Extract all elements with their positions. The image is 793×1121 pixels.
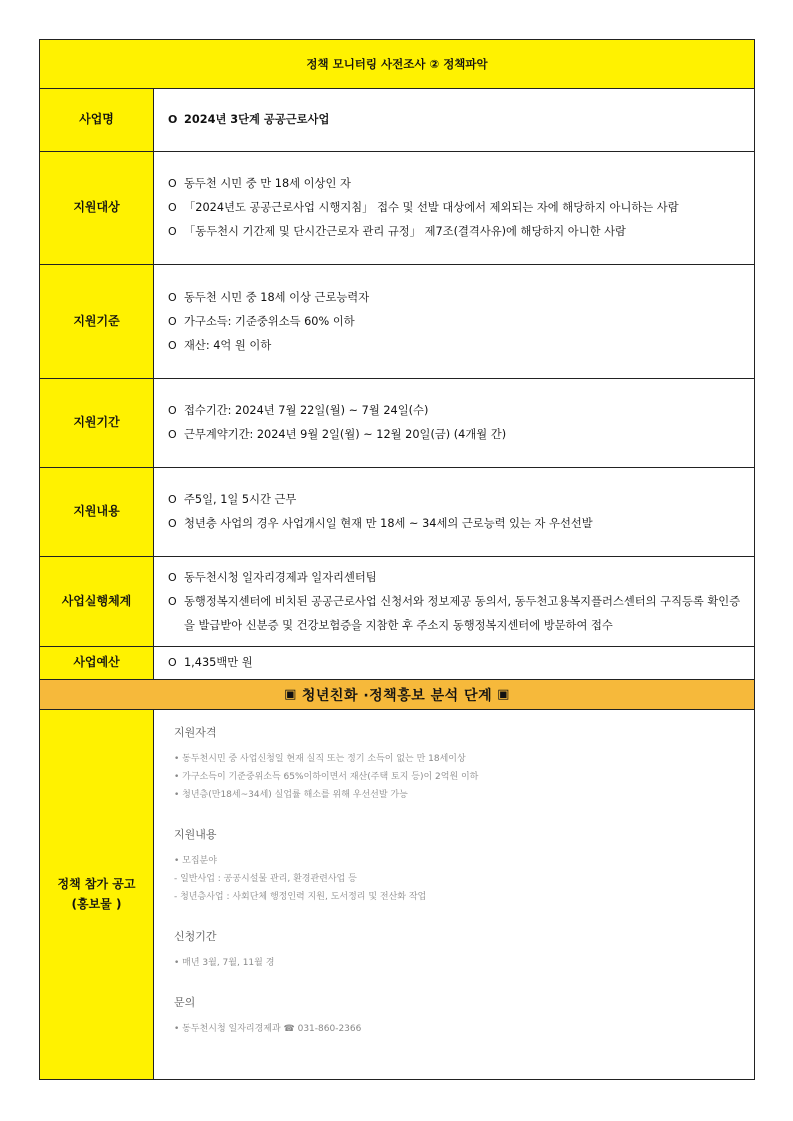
document-title-row [40, 40, 754, 89]
poster-line: • 동두천시청 일자리경제과 ☎ 031-860-2366 [174, 1024, 362, 1034]
stage-header-row [40, 680, 754, 710]
row-support-target [40, 152, 754, 265]
list-item: O 1,435백만 원 [168, 656, 253, 669]
list-item: O 2024년 3단계 공공근로사업 [168, 113, 330, 126]
row-label: 사업예산 [40, 647, 154, 679]
list-item: O 가구소득: 기준중위소득 60% 이하 [168, 314, 355, 328]
row-execution-system [40, 557, 754, 647]
list-item: O 근무계약기간: 2024년 9월 2일(월) ~ 12월 20일(금) (4개월 간) [168, 428, 507, 441]
list-item: O 동두천시청 일자리경제과 일자리센터팀 [168, 570, 377, 584]
row-label: 사업실행체계 [40, 557, 154, 646]
list-item: O 동두천 시민 중 18세 이상 근로능력자 [168, 290, 370, 304]
row-business-name [40, 89, 754, 152]
poster-line: • 청년층(만18세~34세) 실업률 해소를 위해 우선선발 가능 [174, 790, 408, 800]
row-support-period [40, 379, 754, 468]
square-icon: ▣ [497, 687, 510, 702]
list-item: O 동두천 시민 중 만 18세 이상인 자 [168, 177, 351, 190]
row-support-criteria [40, 265, 754, 379]
document-title: 정책 모니터링 사전조사 ② 정책파악 [306, 57, 488, 71]
poster-line: • 모집분야 [174, 856, 217, 866]
poster-line: • 가구소득이 기준중위소득 65%이하이면서 재산(주택 토지 등)이 2억원 이하 [174, 772, 479, 782]
poster-section [174, 826, 754, 906]
row-label: 지원기간 [40, 379, 154, 467]
row-label: 정책 참가 공고 (홍보물 ) [40, 710, 154, 1079]
poster-heading: 지원자격 [174, 726, 217, 739]
list-item: O 청년층 사업의 경우 사업개시일 현재 만 18세 ~ 34세의 근로능력 있는 자 우선선발 [168, 517, 593, 530]
row-label: 지원내용 [40, 468, 154, 556]
policy-document-table [39, 39, 755, 1080]
list-item: O 「동두천시 기간제 및 단시간근로자 관리 규정」 제7조(결격사유)에 해당하지 아니한 사람 [168, 225, 626, 238]
poster-heading: 신청기간 [174, 930, 217, 943]
square-icon: ▣ [284, 687, 297, 702]
poster-heading: 문의 [174, 996, 196, 1009]
list-item: O 「2024년도 공공근로사업 시행지침」 접수 및 선발 대상에서 제외되는 자에 해당하지 아니하는 사람 [168, 201, 679, 214]
poster-line: - 청년층사업 : 사회단체 행정인력 지원, 도서정리 및 전산화 작업 [174, 892, 427, 902]
list-item: O 접수기간: 2024년 7월 22일(월) ~ 7월 24일(수) [168, 404, 429, 417]
row-label: 지원대상 [40, 152, 154, 264]
poster-line: • 매년 3월, 7월, 11월 경 [174, 958, 275, 968]
poster-line: • 동두천시민 중 사업신청일 현재 실직 또는 정기 소득이 없는 만 18세이상 [174, 754, 466, 764]
row-policy-notice [40, 710, 754, 1079]
poster-line: - 일반사업 : 공공시설물 관리, 환경관련사업 등 [174, 874, 357, 884]
row-label: 사업명 [40, 89, 154, 151]
poster-section [174, 724, 754, 804]
poster-section [174, 994, 754, 1038]
list-item: O 주5일, 1일 5시간 근무 [168, 493, 297, 506]
poster-heading: 지원내용 [174, 828, 217, 841]
row-support-content [40, 468, 754, 557]
stage-title: 청년친화 ·정책홍보 분석 단계 [301, 687, 493, 704]
row-budget [40, 647, 754, 680]
row-label: 지원기준 [40, 265, 154, 378]
list-item: O 재산: 4억 원 이하 [168, 338, 272, 352]
promo-poster-image [154, 710, 754, 1079]
list-item: O 동행정복지센터에 비치된 공공근로사업 신청서와 정보제공 동의서, 동두천고용복지플러스센터의 구직등록 확인증을 발급받아 신분증 및 건강보험증을 지참한 후 주소지 동행정복지센터에 방문하여 접수 [168, 594, 741, 632]
poster-section [174, 928, 754, 972]
